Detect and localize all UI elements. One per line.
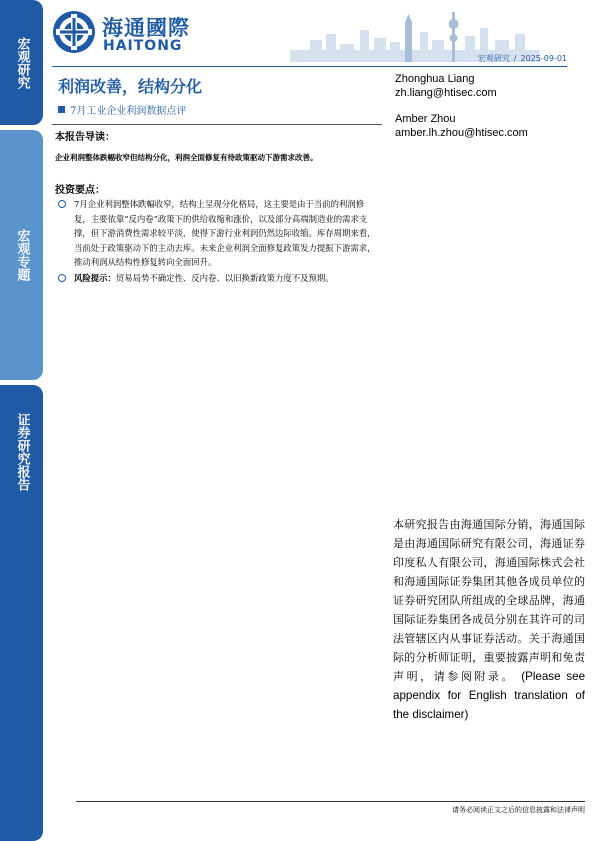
disclaimer <box>393 515 585 724</box>
sidebar-tab-macro-topic <box>0 130 43 380</box>
investment-point <box>58 197 380 270</box>
header-divider <box>52 66 567 67</box>
author-card <box>395 72 528 100</box>
brand-logo <box>52 8 202 56</box>
brand-name-en: HAITONG <box>103 38 183 54</box>
report-subtitle-text: 7月工业企业利润数据点评 <box>70 106 187 117</box>
circle-bullet-icon <box>58 200 66 208</box>
author-name: Zhonghua Liang <box>395 73 475 85</box>
author-email[interactable]: zh.liang@htisec.com <box>395 87 497 99</box>
investment-point-text: 7月企业利润整体跌幅收窄，结构上呈现分化格局，这主要是由于当前的利润修复，主要依靠“反内卷”政策下的供给收缩和涨价，以及部分高端制造业的需求支撑，但下游消费性需求较平淡，使得下游行业利润仍然边际收缩。库存周期来看，当前处于政策驱动下的主动去库。未来企业利润全面修复政策发力提振下游需求，推动利润从结构性修复转向全面回升。 <box>74 199 376 268</box>
author-card <box>395 112 528 140</box>
circle-bullet-icon <box>58 274 66 282</box>
intro-divider <box>52 124 382 125</box>
sidebar-tab-label: 证券研究报告 <box>14 413 30 491</box>
brand-name-cn: 海通國際 <box>102 16 190 40</box>
report-date: 2025-09-01 <box>520 54 567 63</box>
risk-text: 贸易局势不确定性、反内卷、以旧换新政策力度不及预期。 <box>115 272 334 283</box>
logo-icon <box>52 10 96 54</box>
investment-points <box>58 197 380 287</box>
report-category: 宏观研究 <box>477 54 510 63</box>
intro-heading: 本报告导读： <box>55 132 115 143</box>
report-subtitle <box>58 102 186 117</box>
sidebar-tab-securities-report <box>0 385 43 841</box>
disclaimer-cn: 本研究报告由海通国际分销，海通国际是由海通国际研究有限公司，海通证券印度私人有限公司，海通国际株式会社和海通国际证券集团其他各成员单位的证券研究团队所组成的全球品牌，海通国际证券集团各成员分别在其许可的司法管辖区内从事证券活动。关于海通国际的分析师证明，重要披露声明和免责声明，请参阅附录。 <box>393 518 585 683</box>
sidebar-tab-macro-research <box>0 0 43 125</box>
author-email[interactable]: amber.lh.zhou@htisec.com <box>395 127 528 139</box>
separator: / <box>513 54 517 63</box>
footer-divider <box>76 801 585 802</box>
intro-text: 企业利润整体跌幅收窄但结构分化，利润全面修复有待政策驱动下游需求改善。 <box>55 153 318 162</box>
footer-notice: 请务必阅读正文之后的信息披露和法律声明 <box>452 806 585 814</box>
disclaimer-en: (Please see appendix for English translation of the disclaimer) <box>393 670 586 721</box>
square-bullet-icon <box>58 106 65 113</box>
report-title: 利润改善，结构分化 <box>58 77 203 96</box>
investment-heading: 投资要点： <box>55 185 105 196</box>
sidebar-tab-label: 宏观研究 <box>14 36 30 89</box>
author-name: Amber Zhou <box>395 113 456 125</box>
risk-warning <box>58 271 380 286</box>
sidebar-tab-label: 宏观专题 <box>14 229 30 281</box>
risk-label: 风险提示： <box>74 272 116 283</box>
header-meta <box>478 53 567 64</box>
author-list <box>395 72 528 152</box>
